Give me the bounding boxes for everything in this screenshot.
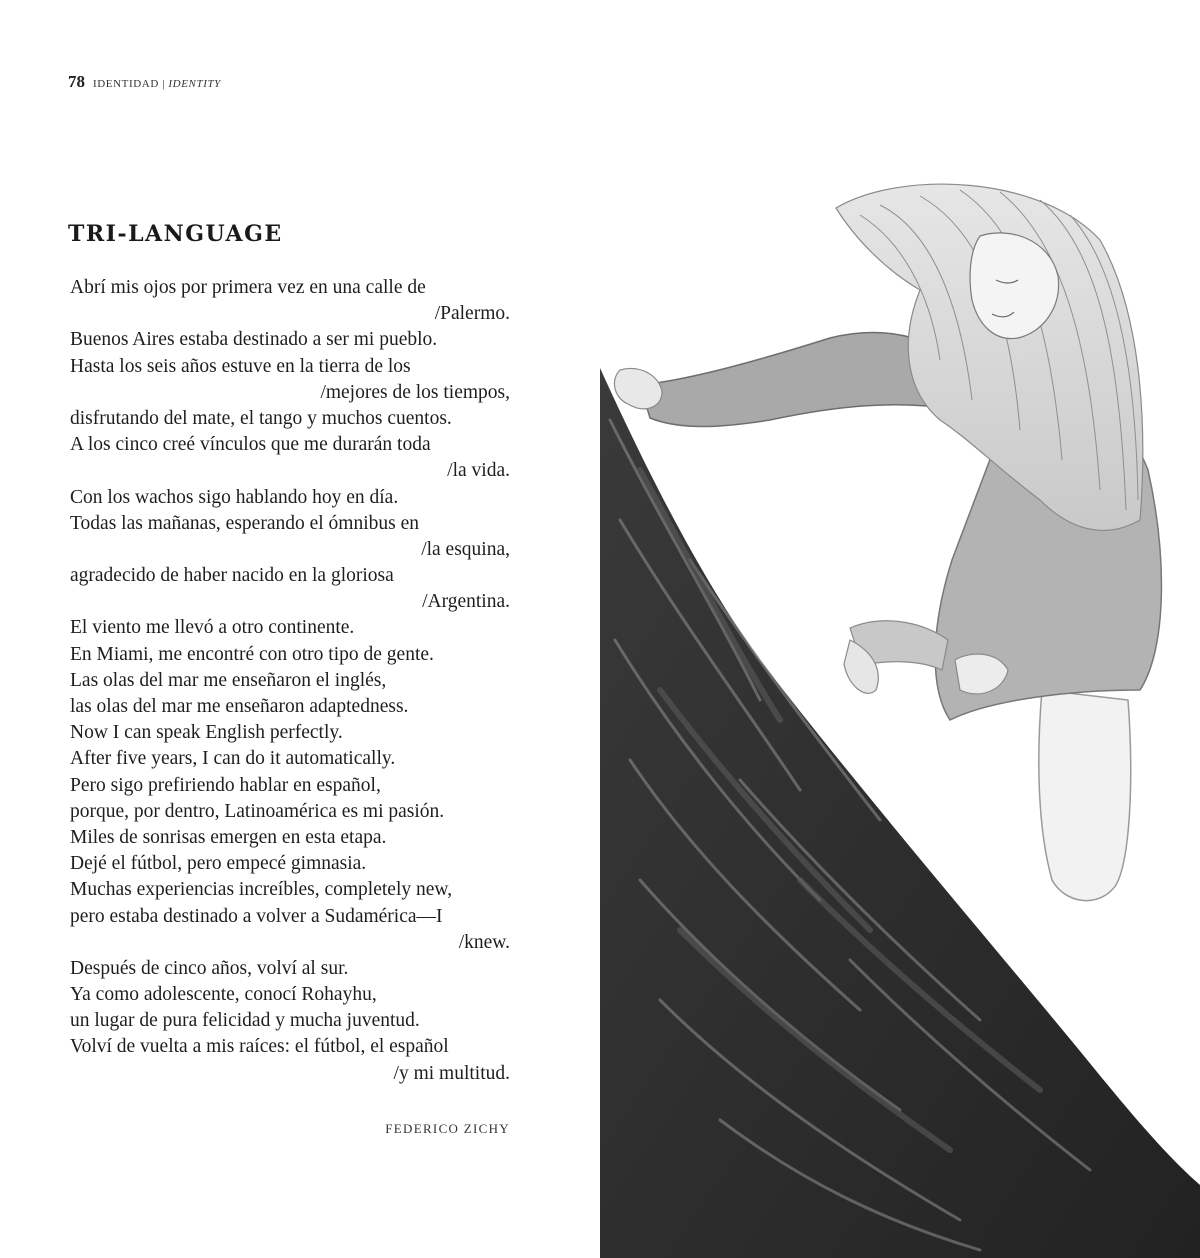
poem-line: After five years, I can do it automatically.	[70, 748, 396, 770]
poem-line: El viento me llevó a otro continente.	[70, 617, 355, 639]
poem-line-continuation: /Argentina.	[422, 591, 510, 613]
running-header	[68, 72, 221, 92]
section-label-english: IDENTITY	[168, 78, 221, 90]
poem-line-continuation: /la vida.	[447, 460, 510, 482]
poem-line-continuation: /la esquina,	[421, 538, 510, 560]
poem-line: Volví de vuelta a mis raíces: el fútbol, el español	[70, 1036, 449, 1058]
poem-line: Pero sigo prefiriendo hablar en español,	[70, 774, 381, 796]
poem-line: porque, por dentro, Latinoamérica es mi pasión.	[70, 800, 445, 822]
poem-line-continuation: /Palermo.	[434, 303, 510, 325]
illustration	[600, 0, 1200, 1258]
poem-line-continuation: /mejores de los tiempos,	[320, 381, 510, 403]
poem-line: Las olas del mar me enseñaron el inglés,	[70, 669, 387, 691]
page-number: 78	[68, 72, 85, 91]
poem-line: A los cinco creé vínculos que me durarán toda	[70, 434, 431, 456]
poem-line: Con los wachos sigo hablando hoy en día.	[70, 486, 399, 508]
poem-line: un lugar de pura felicidad y mucha juventud.	[70, 1010, 420, 1032]
poem-line: agradecido de haber nacido en la gloriosa	[70, 565, 394, 587]
poem-body	[70, 275, 510, 1087]
poem-line: Después de cinco años, volví al sur.	[70, 957, 349, 979]
section-label	[93, 78, 221, 90]
poem-line: Ya como adolescente, conocí Rohayhu,	[70, 984, 377, 1006]
illustration-drawing	[600, 0, 1200, 1258]
poem-line: En Miami, me encontré con otro tipo de gente.	[70, 643, 434, 665]
poem-line: Now I can speak English perfectly.	[70, 722, 343, 744]
poem-line: Dejé el fútbol, pero empecé gimnasia.	[70, 853, 367, 875]
poem-line: pero estaba destinado a volver a Sudamérica—I	[70, 905, 443, 927]
section-label-spanish: IDENTIDAD	[93, 78, 159, 90]
poem-line: disfrutando del mate, el tango y muchos cuentos.	[70, 407, 452, 429]
poem-line: Hasta los seis años estuve en la tierra de los	[70, 355, 411, 377]
poem-author: FEDERICO ZICHY	[385, 1121, 510, 1136]
section-separator: |	[162, 78, 166, 90]
poem-line: Buenos Aires estaba destinado a ser mi pueblo.	[70, 329, 438, 351]
poem-line: las olas del mar me enseñaron adaptedness.	[70, 696, 409, 717]
poem-title: TRI-LANGUAGE	[68, 221, 283, 247]
poem-line: Miles de sonrisas emergen en esta etapa.	[70, 826, 387, 848]
poem-line-continuation: /knew.	[458, 931, 510, 953]
poem-line: Muchas experiencias increíbles, completely new,	[70, 879, 453, 901]
poem-line: Abrí mis ojos por primera vez en una calle de	[70, 277, 426, 298]
poem-line: Todas las mañanas, esperando el ómnibus en	[70, 512, 420, 534]
poem-line-continuation: /y mi multitud.	[393, 1062, 510, 1084]
